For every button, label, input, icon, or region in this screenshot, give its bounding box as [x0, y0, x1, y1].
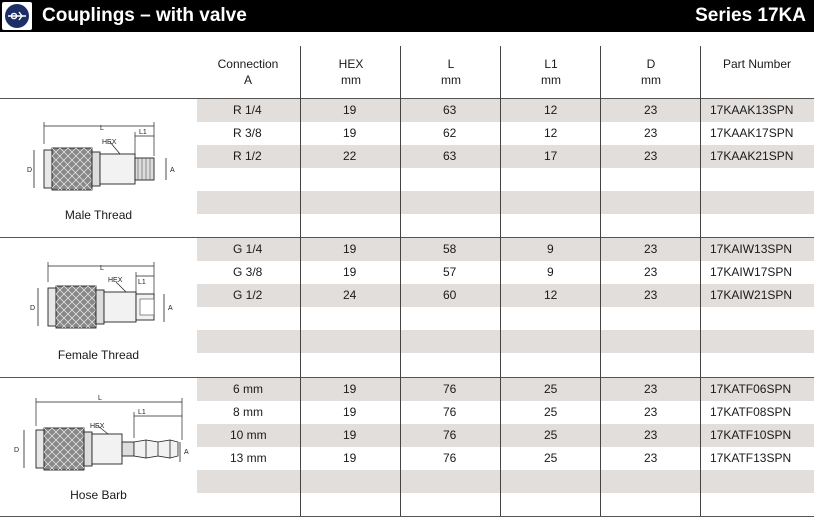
male-thread-diagram — [24, 114, 184, 196]
table-row-empty — [197, 214, 814, 237]
cell-d: 23 — [644, 149, 658, 163]
cell-d: 23 — [644, 265, 658, 279]
table-row-empty — [197, 353, 814, 376]
cell-hex: 19 — [343, 242, 357, 256]
cell-hex: 19 — [343, 265, 357, 279]
diagram-label-a: A — [168, 305, 173, 312]
diagram-label-hex: HEX — [108, 277, 123, 284]
cell-part-number: 17KATF13SPN — [710, 451, 792, 465]
cell-l1: 17 — [544, 149, 558, 163]
diagram-label-d: D — [27, 167, 33, 174]
cell-hex: 22 — [343, 149, 357, 163]
diagram-label-l1: L1 — [138, 279, 146, 286]
cell-hex: 19 — [343, 428, 357, 442]
col-header-hex: HEX mm — [338, 57, 364, 87]
cell-d: 23 — [644, 126, 658, 140]
table-row — [197, 424, 814, 447]
table-row — [197, 238, 814, 261]
cell-connection: R 3/8 — [233, 126, 262, 140]
column-divider — [400, 46, 401, 516]
cell-l1: 9 — [547, 265, 554, 279]
table-row — [197, 378, 814, 401]
cell-hex: 24 — [343, 288, 357, 302]
column-divider — [500, 46, 501, 516]
cell-hex: 19 — [343, 103, 357, 117]
cell-d: 23 — [644, 242, 658, 256]
cell-l: 63 — [443, 103, 457, 117]
diagram-label-l1: L1 — [139, 129, 147, 136]
col-header-l: L mm — [441, 57, 461, 87]
table-row-empty — [197, 493, 814, 516]
cell-l1: 12 — [544, 103, 558, 117]
table-row-empty — [197, 470, 814, 493]
cell-l: 63 — [443, 149, 457, 163]
col-header-d: D mm — [641, 57, 661, 87]
col-header-l1: L1 mm — [541, 57, 561, 87]
cell-part-number: 17KAAK17SPN — [710, 126, 794, 140]
table-row — [197, 401, 814, 424]
cell-connection: R 1/2 — [233, 149, 262, 163]
page-header — [0, 0, 814, 32]
cell-hex: 19 — [343, 382, 357, 396]
diagram-label-d: D — [30, 305, 36, 312]
cell-l: 76 — [443, 382, 457, 396]
table-row — [197, 447, 814, 470]
diagram-label-a: A — [184, 449, 189, 456]
diagram-label-hex: HEX — [102, 139, 117, 146]
cell-l: 62 — [443, 126, 457, 140]
cell-l1: 25 — [544, 451, 558, 465]
cell-connection: 6 mm — [233, 382, 263, 396]
cell-d: 23 — [644, 405, 658, 419]
cell-hex: 19 — [343, 451, 357, 465]
coupling-icon — [2, 2, 32, 30]
cell-l: 57 — [443, 265, 457, 279]
group-label-hose-barb: Hose Barb — [70, 488, 127, 502]
cell-part-number: 17KAAK13SPN — [710, 103, 794, 117]
cell-connection: R 1/4 — [233, 103, 262, 117]
group-label-male-thread: Male Thread — [64, 208, 133, 222]
cell-l: 60 — [443, 288, 457, 302]
cell-l1: 9 — [547, 242, 554, 256]
cell-connection: G 3/8 — [233, 265, 263, 279]
diagram-label-l: L — [100, 265, 104, 272]
cell-d: 23 — [644, 451, 658, 465]
diagram-label-hex: HEX — [90, 423, 105, 430]
table-row-empty — [197, 307, 814, 330]
cell-d: 23 — [644, 103, 658, 117]
cell-l1: 25 — [544, 382, 558, 396]
cell-connection: G 1/2 — [233, 288, 263, 302]
cell-part-number: 17KAAK21SPN — [710, 149, 794, 163]
table-row — [197, 284, 814, 307]
cell-part-number: 17KATF06SPN — [710, 382, 792, 396]
female-thread-diagram — [24, 254, 184, 336]
table-row — [197, 261, 814, 284]
cell-part-number: 17KATF08SPN — [710, 405, 792, 419]
diagram-label-a: A — [170, 167, 175, 174]
series-label: Series 17KA — [695, 5, 806, 26]
cell-d: 23 — [644, 382, 658, 396]
cell-hex: 19 — [343, 405, 357, 419]
column-divider — [600, 46, 601, 516]
table-row-empty — [197, 168, 814, 191]
group-label-female-thread: Female Thread — [57, 348, 140, 362]
cell-l1: 25 — [544, 428, 558, 442]
cell-l: 76 — [443, 428, 457, 442]
cell-part-number: 17KAIW21SPN — [710, 288, 793, 302]
table-row-empty — [197, 330, 814, 353]
cell-connection: 13 mm — [230, 451, 267, 465]
cell-l1: 12 — [544, 288, 558, 302]
cell-l: 76 — [443, 451, 457, 465]
cell-l: 58 — [443, 242, 457, 256]
column-divider — [300, 46, 301, 516]
table-row-empty — [197, 191, 814, 214]
col-header-connection: Connection A — [217, 57, 279, 87]
table-row — [197, 145, 814, 168]
cell-part-number: 17KAIW17SPN — [710, 265, 793, 279]
diagram-label-l1: L1 — [138, 409, 146, 416]
cell-part-number: 17KAIW13SPN — [710, 242, 793, 256]
diagram-label-l: L — [100, 125, 104, 132]
cell-connection: 8 mm — [233, 405, 263, 419]
cell-l: 76 — [443, 405, 457, 419]
table-bottom-border — [0, 516, 814, 517]
cell-connection: G 1/4 — [233, 242, 263, 256]
table-row — [197, 122, 814, 145]
column-divider — [700, 46, 701, 516]
cell-connection: 10 mm — [230, 428, 267, 442]
hose-barb-diagram — [10, 392, 192, 476]
diagram-label-l: L — [98, 395, 102, 402]
page-title: Couplings – with valve — [42, 5, 247, 26]
diagram-label-d: D — [14, 447, 20, 454]
cell-part-number: 17KATF10SPN — [710, 428, 792, 442]
cell-d: 23 — [644, 428, 658, 442]
table-row — [197, 99, 814, 122]
col-header-part-number: Part Number — [722, 57, 792, 71]
cell-d: 23 — [644, 288, 658, 302]
cell-l1: 25 — [544, 405, 558, 419]
cell-l1: 12 — [544, 126, 558, 140]
cell-hex: 19 — [343, 126, 357, 140]
